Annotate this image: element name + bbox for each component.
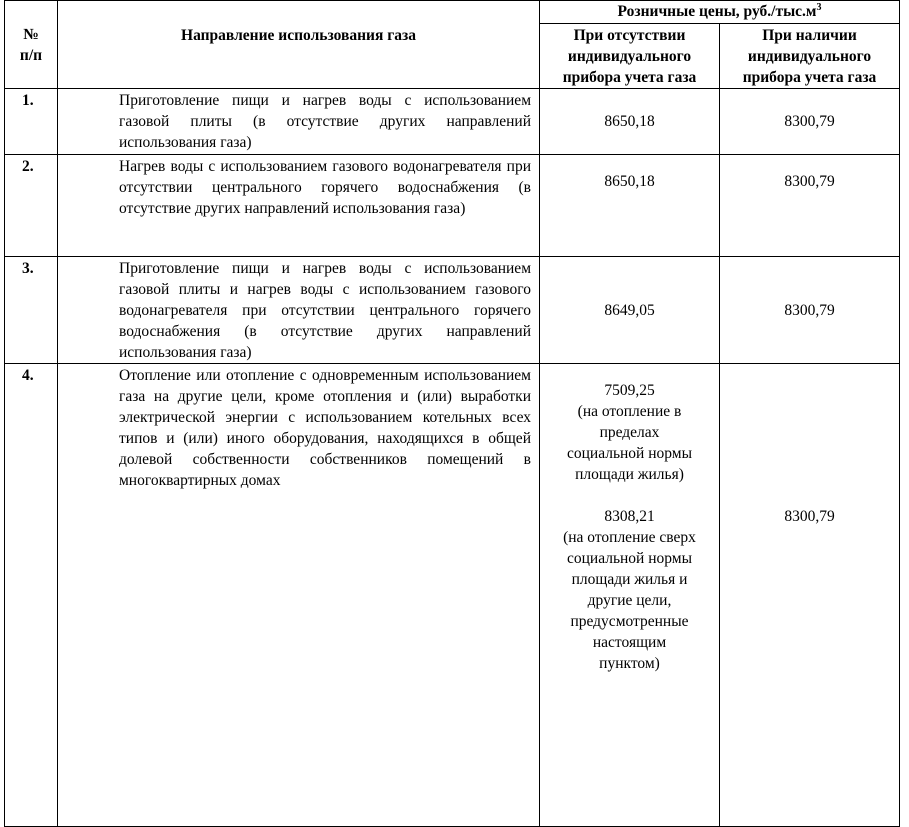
row-direction: Отопление или отопление с одновременным использованием газа на другие цели, кроме отопления и (или) выработки электрической энергии с использованием котельных всех типов и (или) иного оборудования, находящихся в общей долевой собственности собственников помещений в многоквартирных домах [58, 364, 540, 827]
price-within-norm-note: (на отопление в [577, 403, 682, 420]
header-with-meter [720, 24, 900, 89]
row-number: 3. [5, 257, 58, 364]
price-above-norm-note: другие цели, [587, 592, 672, 609]
price-with-meter: 8300,79 [720, 89, 900, 155]
price-above-norm: 8308,21 [604, 508, 655, 525]
header-without-meter-line: При отсутствии [573, 27, 686, 44]
price-within-norm-note: социальной нормы [566, 445, 693, 462]
table-header-row [5, 1, 900, 24]
price-above-norm-note: настоящим [592, 634, 667, 651]
table-row [5, 155, 900, 257]
header-direction-label: Направление использования газа [181, 27, 416, 44]
header-number-abbrev: п/п [19, 46, 43, 64]
price-above-norm-note: пунктом) [599, 655, 660, 672]
header-retail-prices-label: Розничные цены, руб./тыс.м [617, 3, 817, 20]
header-direction [58, 1, 540, 89]
header-number [5, 1, 58, 89]
price-without-meter: 8650,18 [540, 89, 720, 155]
header-with-meter-line: индивидуального [747, 48, 872, 65]
price-with-meter: 8300,79 [720, 155, 900, 257]
header-without-meter-line: индивидуального [567, 48, 692, 65]
price-without-meter: 8650,18 [540, 155, 720, 257]
header-with-meter-line: прибора учета газа [742, 69, 877, 86]
header-with-meter-line: При наличии [762, 27, 857, 44]
price-with-meter: 8300,79 [720, 364, 900, 827]
price-without-meter-split [540, 364, 720, 827]
price-above-norm-note: площади жилья и [571, 571, 688, 588]
header-without-meter-line: прибора учета газа [562, 69, 697, 86]
row-direction: Нагрев воды с использованием газового водонагревателя при отсутствии центрального горячего водоснабжения (в отсутствие других направлений использования газа) [58, 155, 540, 257]
row-direction: Приготовление пищи и нагрев воды с использованием газовой плиты (в отсутствие других направлений использования газа) [58, 89, 540, 155]
row-number: 4. [5, 364, 58, 827]
price-gap [540, 485, 719, 506]
table-row [5, 89, 900, 155]
price-with-meter: 8300,79 [720, 257, 900, 364]
gas-price-table [4, 0, 900, 827]
table-row [5, 364, 900, 827]
price-within-norm-note: площади жилья) [575, 466, 684, 483]
price-above-norm-note: предусмотренные [570, 613, 689, 630]
header-retail-prices [540, 1, 900, 24]
row-direction: Приготовление пищи и нагрев воды с использованием газовой плиты и нагрев воды с использованием газового водонагревателя при отсутствии центрального горячего водоснабжения (в отсутствие других направлений использования газа) [58, 257, 540, 364]
price-above-norm-note: социальной нормы [566, 550, 693, 567]
header-unit-superscript: 3 [816, 1, 822, 13]
header-number-symbol: № [23, 25, 39, 43]
price-within-norm-note: пределах [599, 424, 660, 441]
price-within-norm: 7509,25 [604, 382, 655, 399]
header-without-meter [540, 24, 720, 89]
price-above-norm-note: (на отопление сверх [563, 529, 696, 546]
row-number: 1. [5, 89, 58, 155]
table-row [5, 257, 900, 364]
price-without-meter: 8649,05 [540, 257, 720, 364]
row-number: 2. [5, 155, 58, 257]
